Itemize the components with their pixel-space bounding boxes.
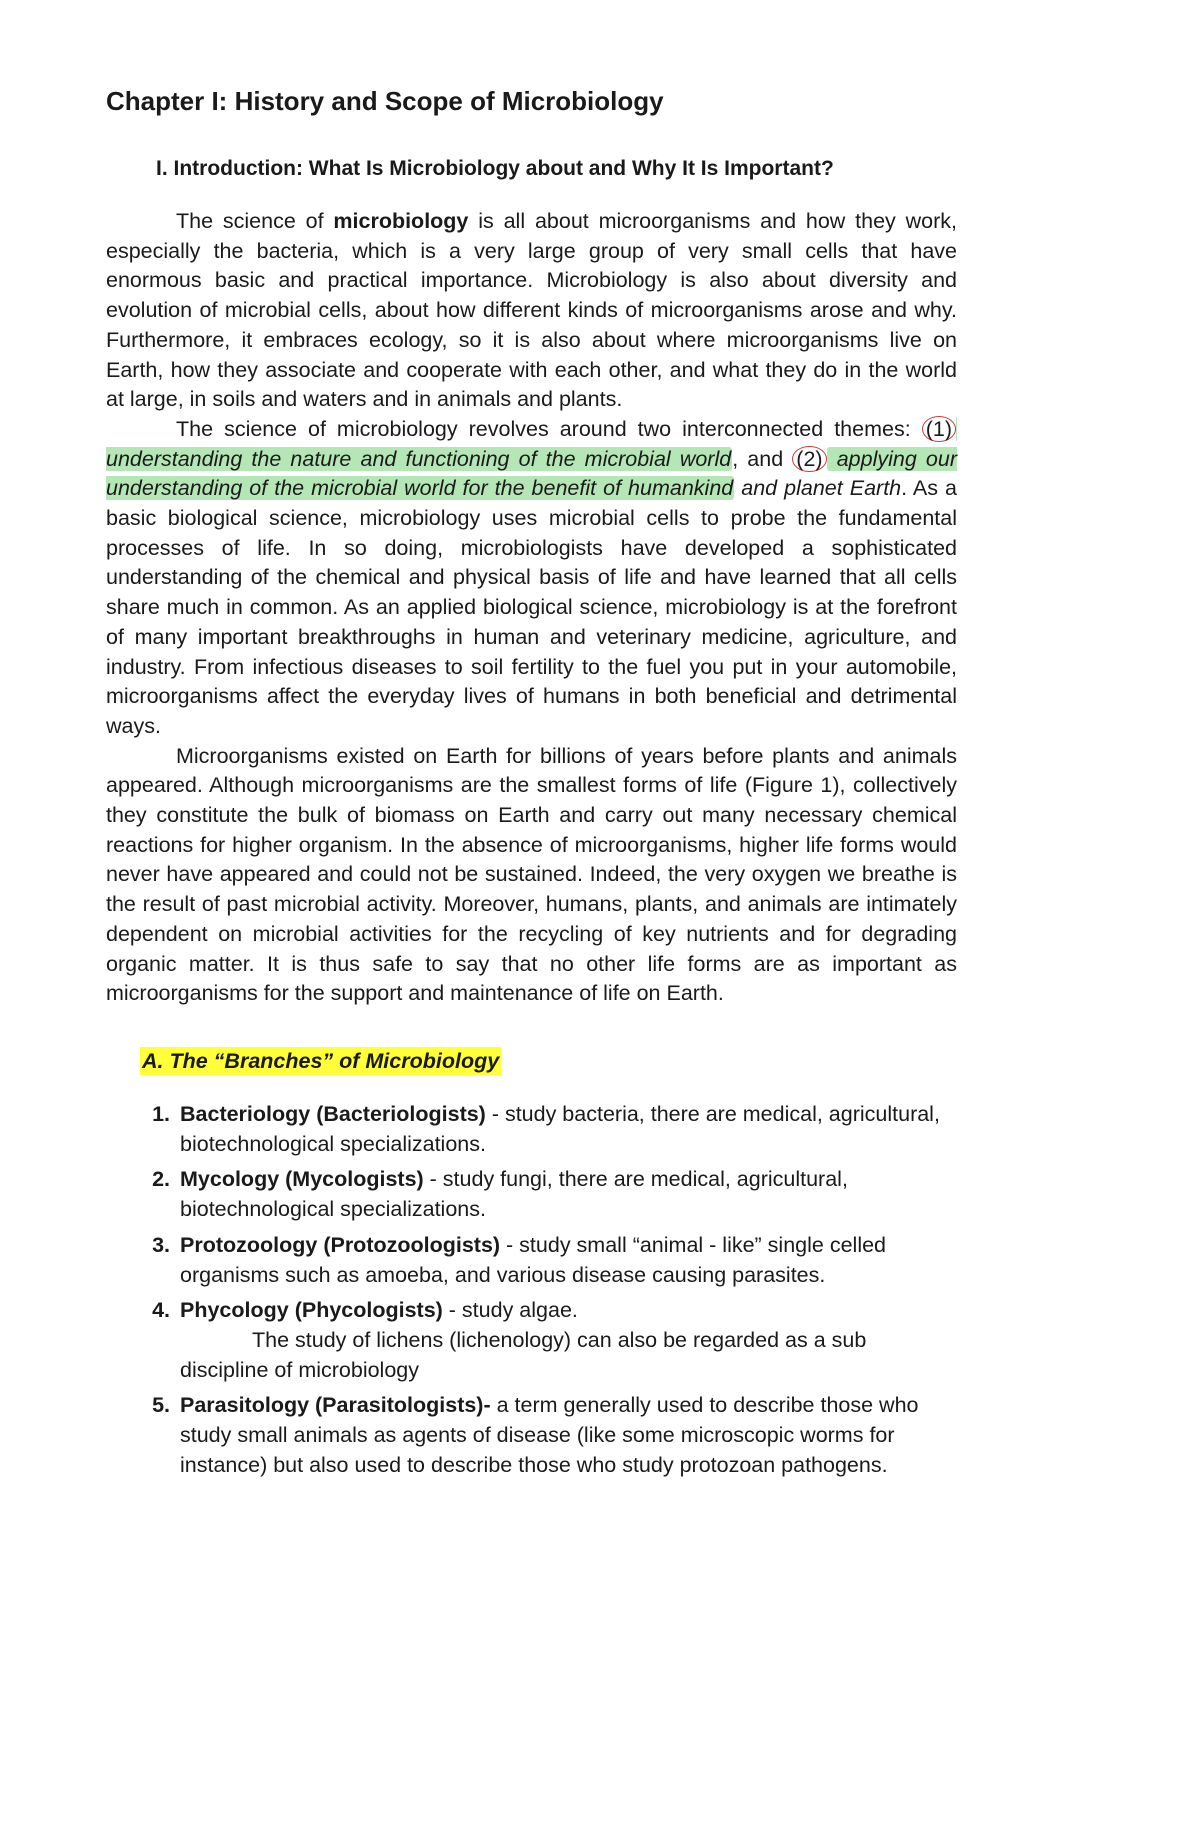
document-content xyxy=(106,86,957,1486)
p2-text-d: . As a basic biological science, microbiology uses microbial cells to probe the fundamental processes of life. In so doing, microbiologists have developed a sophisticated understanding of the chemical and physical basis of life and have learned that all cells share much in common. As an applied biological science, microbiology is at the forefront of many important breakthroughs in human and veterinary medicine, agriculture, and industry. From infectious diseases to soil fertility to the fuel you put in your automobile, microorganisms affect the everyday lives of humans in both beneficial and detrimental ways. xyxy=(106,476,957,738)
paragraph-3: Microorganisms existed on Earth for billions of years before plants and animals appeared. Although microorganisms are the smallest forms of life (Figure 1), collectively they constitute the bulk of biomass on Earth and carry out many necessary chemical reactions for higher organism. In the absence of microorganisms, higher life forms would never have appeared and could not be sustained. Indeed, the very oxygen we breathe is the result of past microbial activity. Moreover, humans, plants, and animals are intimately dependent on microbial activities for the recycling of key nutrients and for degrading organic matter. It is thus safe to say that no other life forms are as important as microorganisms for the support and maintenance of life on Earth. xyxy=(106,743,957,1006)
p2-text-a: The science of microbiology revolves around two interconnected themes: xyxy=(176,416,922,441)
highlight-theme-2: applying our understanding of the microbial world for the benefit of humankind xyxy=(106,446,957,501)
chapter-title: Chapter I: History and Scope of Microbiology xyxy=(106,86,664,116)
intro-heading: I. Introduction: What Is Microbiology about and Why It Is Important? xyxy=(156,157,834,180)
paragraph-2 xyxy=(106,415,957,742)
p1-text-c: is all about microorganisms and how they work, especially the bacteria, which is a very large group of very small cells that have enormous basic and practical importance. Microbiology is also about diversity and evolution of microbial cells, about how different kinds of microorganisms arose and why. Furthermore, it embraces ecology, so it is also about where microorganisms live on Earth, how they associate and cooperate with each other, and what they do in the world at large, in soils and waters and in animals and plants. xyxy=(106,209,957,412)
p1-text-a: The science of xyxy=(176,209,334,233)
branch-desc: - study bacteria, there are medical, agricultural, biotechnological specializations. xyxy=(180,1101,940,1156)
list-item xyxy=(176,1391,957,1480)
highlight-theme-1: understanding the nature and functioning of the microbial world xyxy=(106,417,957,471)
branch-term: Bacteriology (Bacteriologists) xyxy=(180,1101,486,1126)
list-item xyxy=(176,1296,957,1385)
circled-number-1: (1) xyxy=(922,416,956,442)
branch-term: Mycology (Mycologists) xyxy=(180,1167,424,1192)
branch-desc: a term generally used to describe those who study small animals as agents of disease (like some microscopic worms for instance) but also used to describe those who study protozoan pathogens. xyxy=(180,1393,919,1477)
circled-number-2: (2) xyxy=(792,446,826,472)
section-heading-branches xyxy=(140,1049,957,1074)
paragraph-1 xyxy=(106,207,957,415)
branch-desc: - study algae. xyxy=(442,1298,578,1323)
list-item xyxy=(176,1165,957,1224)
branch-term: Parasitology (Parasitologists)- xyxy=(180,1393,491,1418)
list-item xyxy=(176,1100,957,1159)
branch-term: Protozoology (Protozoologists) xyxy=(180,1232,501,1257)
lichenology-note: The study of lichens (lichenology) can also be regarded as a sub discipline of microbiology xyxy=(180,1327,867,1382)
p1-bold-term: microbiology xyxy=(333,209,469,233)
branches-list xyxy=(106,1100,957,1480)
p2-text-b: , and xyxy=(732,446,793,471)
branch-term: Phycology (Phycologists) xyxy=(180,1298,443,1323)
branch-desc: - study small “animal - like” single celled organisms such as amoeba, and various disease causing parasites. xyxy=(180,1232,887,1287)
p2-italic-text: and planet Earth xyxy=(734,476,902,501)
section-heading-text: A. The “Branches” of Microbiology xyxy=(142,1048,500,1073)
branch-desc: - study fungi, there are medical, agricultural, biotechnological specializations. xyxy=(180,1167,848,1222)
list-item xyxy=(176,1231,957,1290)
